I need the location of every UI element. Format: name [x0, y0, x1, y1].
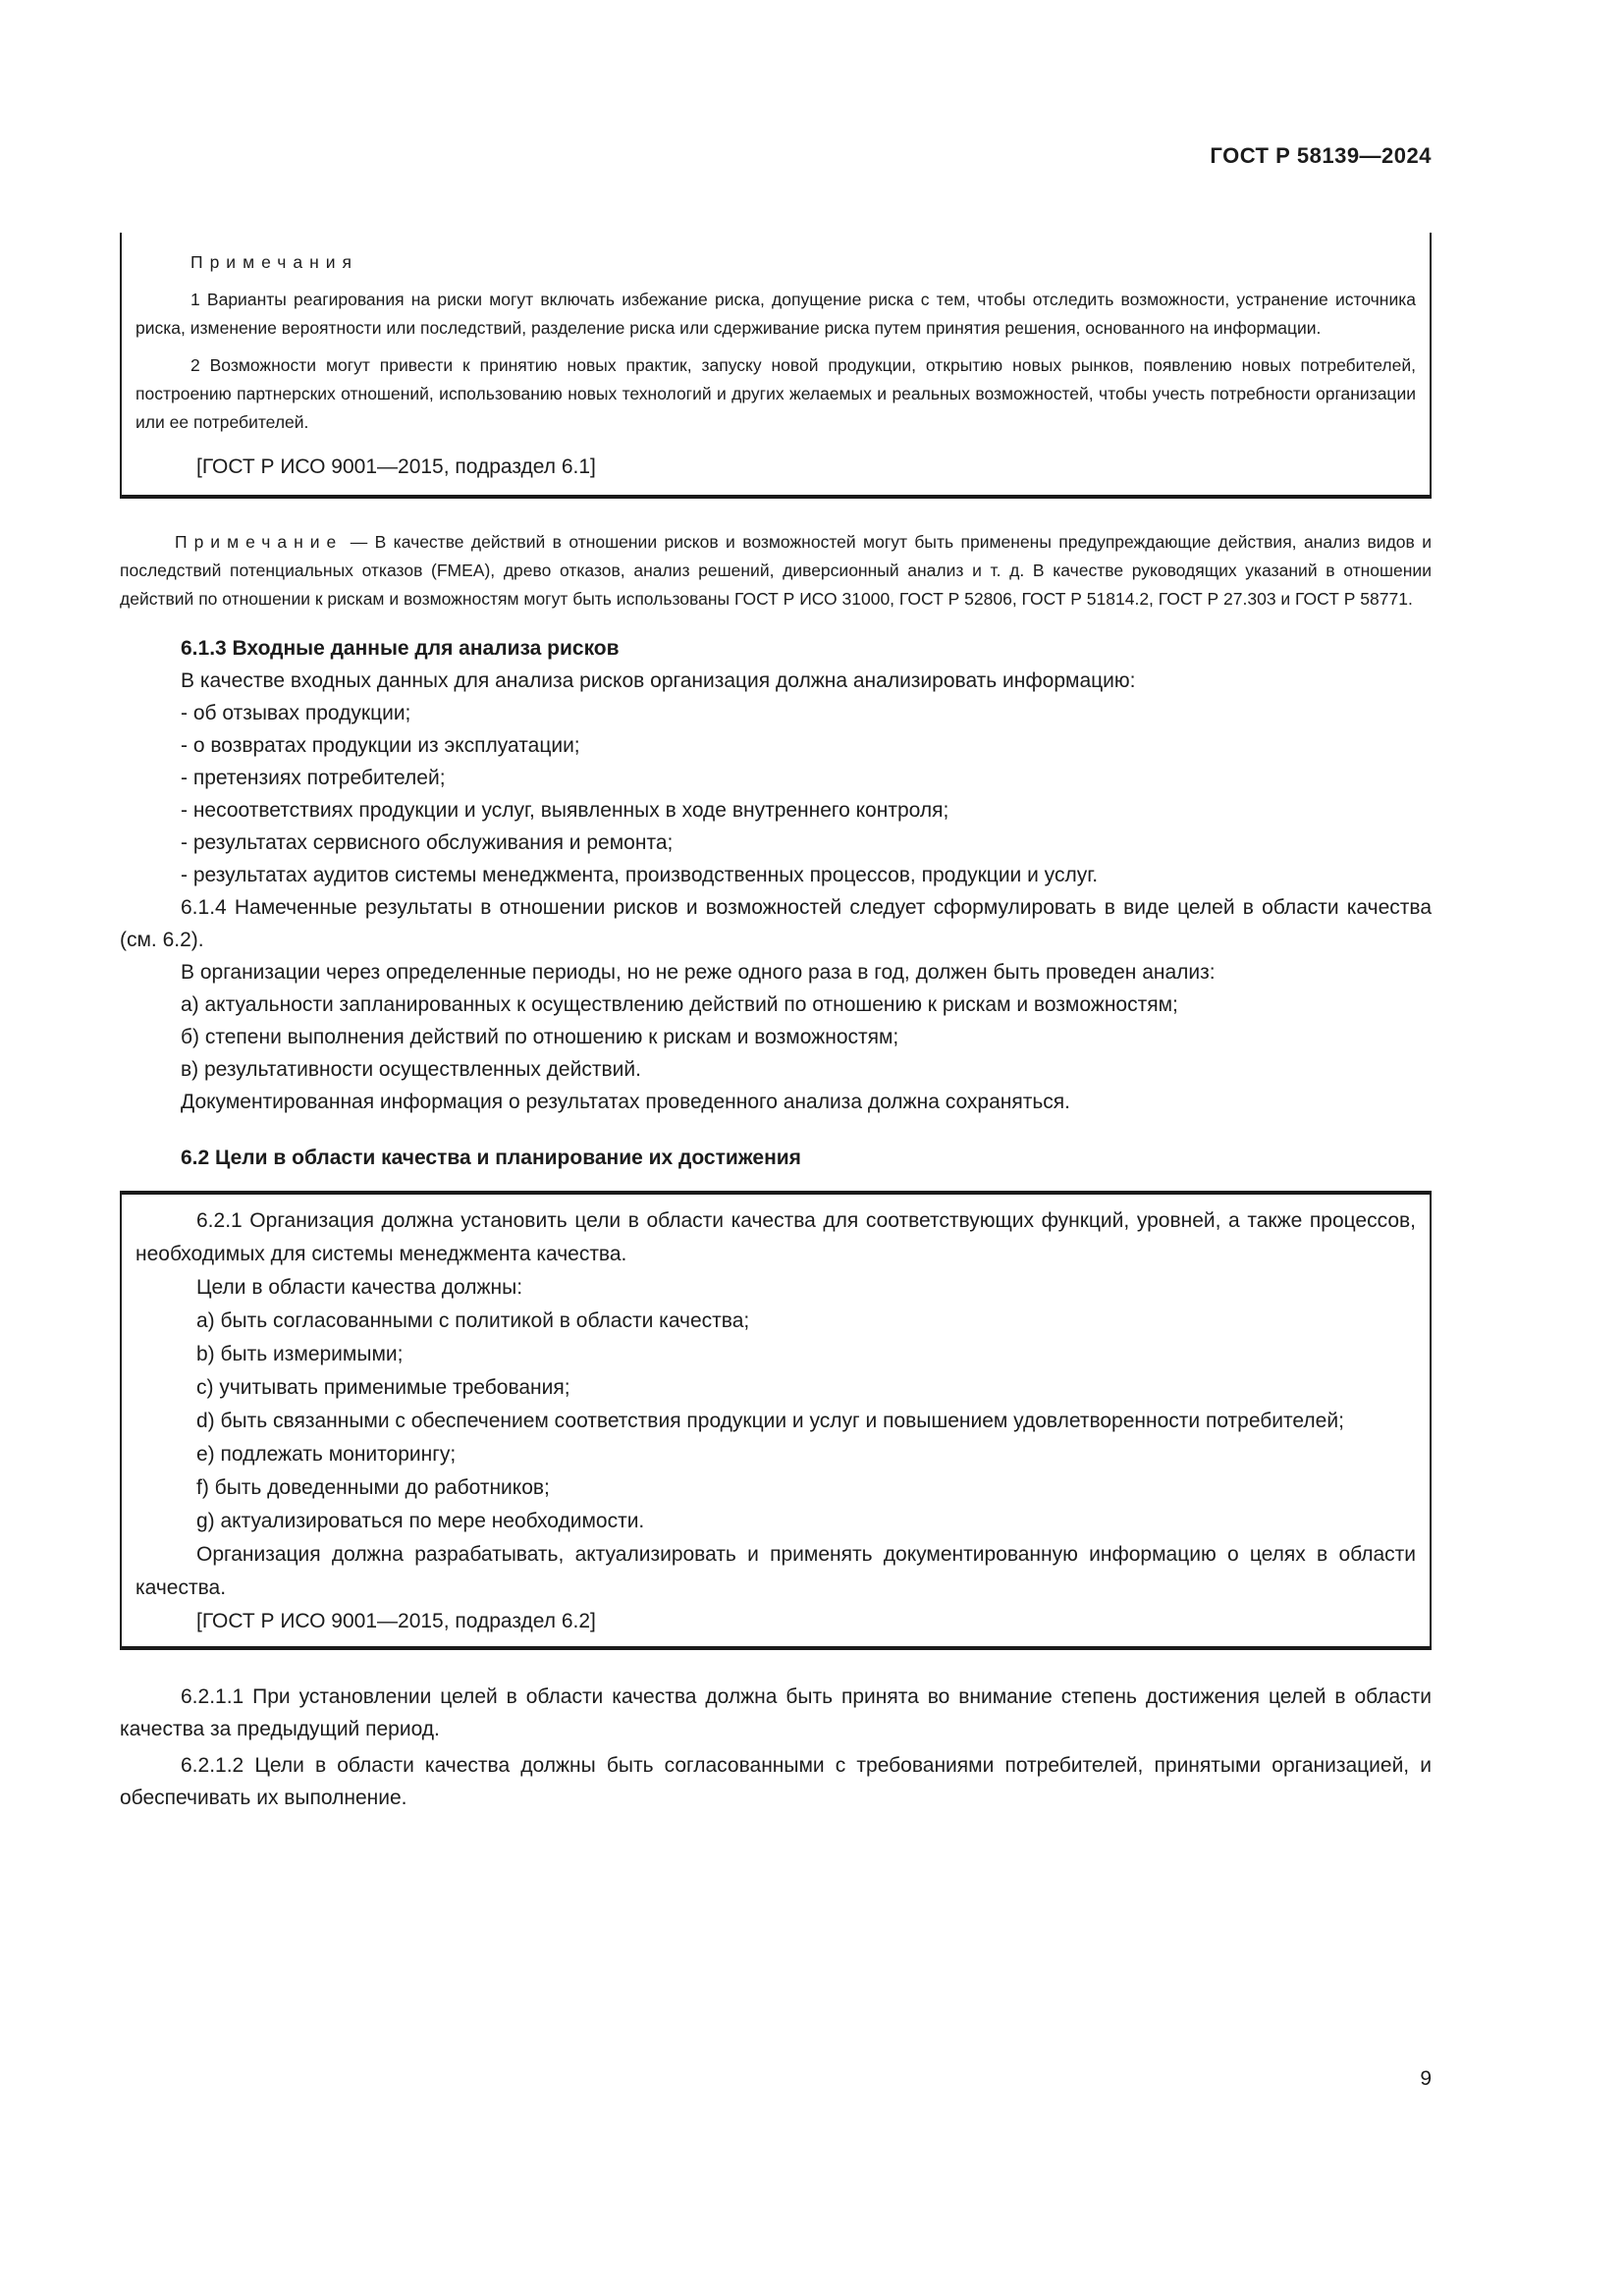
standard-number-header: ГОСТ Р 58139—2024 — [1210, 143, 1432, 168]
list-item: - результатах сервисного обслуживания и ремонта; — [181, 831, 674, 854]
paragraph-documented-info: Документированная информация о результатах проведенного анализа должна сохраняться. — [181, 1091, 1070, 1113]
paragraph-6-2-1-1: 6.2.1.1 При установлении целей в области качества должна быть принята во внимание степень достижения целей в области качества за предыдущий период. — [120, 1685, 1432, 1740]
list-item: - о возвратах продукции из эксплуатации; — [181, 734, 580, 757]
note-item-1: 1 Варианты реагирования на риски могут включать избежание риска, допущение риска с тем, чтобы отследить возможности, устранение источника риска, изменение вероятности или последствий, разделение риска или сдерживание риска путем принятия решения, основанного на информации. — [135, 290, 1416, 338]
list-item: d) быть связанными с обеспечением соответствия продукции и услуг и повышением удовлетворенности потребителей; — [196, 1410, 1344, 1432]
section-heading-6-2: 6.2 Цели в области качества и планирование их достижения — [181, 1147, 801, 1169]
note-paragraph — [120, 528, 1432, 614]
paragraph-documented-info-goals: Организация должна разрабатывать, актуализировать и применять документированную информацию о целях в области качества. — [135, 1543, 1416, 1599]
list-item: - несоответствиях продукции и услуг, выявленных в ходе внутреннего контроля; — [181, 799, 949, 822]
list-item: f) быть доведенными до работников; — [196, 1476, 550, 1499]
gost-source-reference: [ГОСТ Р ИСО 9001—2015, подраздел 6.2] — [196, 1610, 596, 1632]
list-item: а) актуальности запланированных к осуществлению действий по отношению к рискам и возможностям; — [181, 993, 1178, 1016]
notes-frame-box — [120, 233, 1432, 499]
list-item: - об отзывах продукции; — [181, 702, 411, 724]
quote-frame-box — [120, 1191, 1432, 1650]
paragraph-analysis-intro: В организации через определенные периоды, но не реже одного раза в год, должен быть проведен анализ: — [181, 961, 1216, 984]
list-item: - претензиях потребителей; — [181, 767, 446, 789]
section-heading-6-1-3: 6.1.3 Входные данные для анализа рисков — [181, 637, 620, 660]
list-item: а) быть согласованными с политикой в области качества; — [196, 1309, 750, 1332]
note-item-2: 2 Возможности могут привести к принятию новых практик, запуску новой продукции, открытию новых рынков, появлению новых потребителей, построению партнерских отношений, использованию новых технологий и других желаемых и реальных возможностей, чтобы учесть потребности организации или ее потребителей. — [135, 355, 1416, 432]
gost-source-reference: [ГОСТ Р ИСО 9001—2015, подраздел 6.1] — [196, 455, 596, 478]
list-item: в) результативности осуществленных действий. — [181, 1058, 641, 1081]
list-item: c) учитывать применимые требования; — [196, 1376, 570, 1399]
list-item: e) подлежать мониторингу; — [196, 1443, 457, 1466]
paragraph-6-2-1: 6.2.1 Организация должна установить цели в области качества для соответствующих функций, уровней, а также процессов, необходимых для системы менеджмента качества. — [135, 1209, 1416, 1265]
note-text: — В качестве действий в отношении рисков и возможностей могут быть применены предупреждающие действия, анализ видов и последствий потенциальных отказов (FMEA), древо отказов, анализ решений, диверсионный анализ и т. д. В качестве руководящих указаний в отношении действий по отношении к рискам и возможностям могут быть использованы ГОСТ Р ИСО 31000, ГОСТ Р 52806, ГОСТ Р 51814.2, ГОСТ Р 27.303 и ГОСТ Р 58771. — [120, 532, 1432, 609]
list-item: g) актуализироваться по мере необходимости. — [196, 1510, 645, 1532]
page-content — [120, 233, 1432, 1814]
paragraph-goals-intro: Цели в области качества должны: — [196, 1276, 523, 1299]
paragraph-6-1-4: 6.1.4 Намеченные результаты в отношении рисков и возможностей следует сформулировать в виде целей в области качества (см. 6.2). — [120, 896, 1432, 951]
list-item: б) степени выполнения действий по отношению к рискам и возможностям; — [181, 1026, 899, 1048]
list-item: b) быть измеримыми; — [196, 1343, 404, 1365]
notes-title: Примечания — [190, 252, 359, 272]
section-6-1-3-intro: В качестве входных данных для анализа рисков организация должна анализировать информацию: — [181, 669, 1136, 692]
note-label: Примечание — [175, 532, 344, 552]
paragraph-6-2-1-2: 6.2.1.2 Цели в области качества должны быть согласованными с требованиями потребителей, принятыми организацией, и обеспечивать их выполнение. — [120, 1754, 1432, 1809]
list-item: - результатах аудитов системы менеджмента, производственных процессов, продукции и услуг. — [181, 864, 1099, 886]
page-number: 9 — [1420, 2067, 1432, 2090]
